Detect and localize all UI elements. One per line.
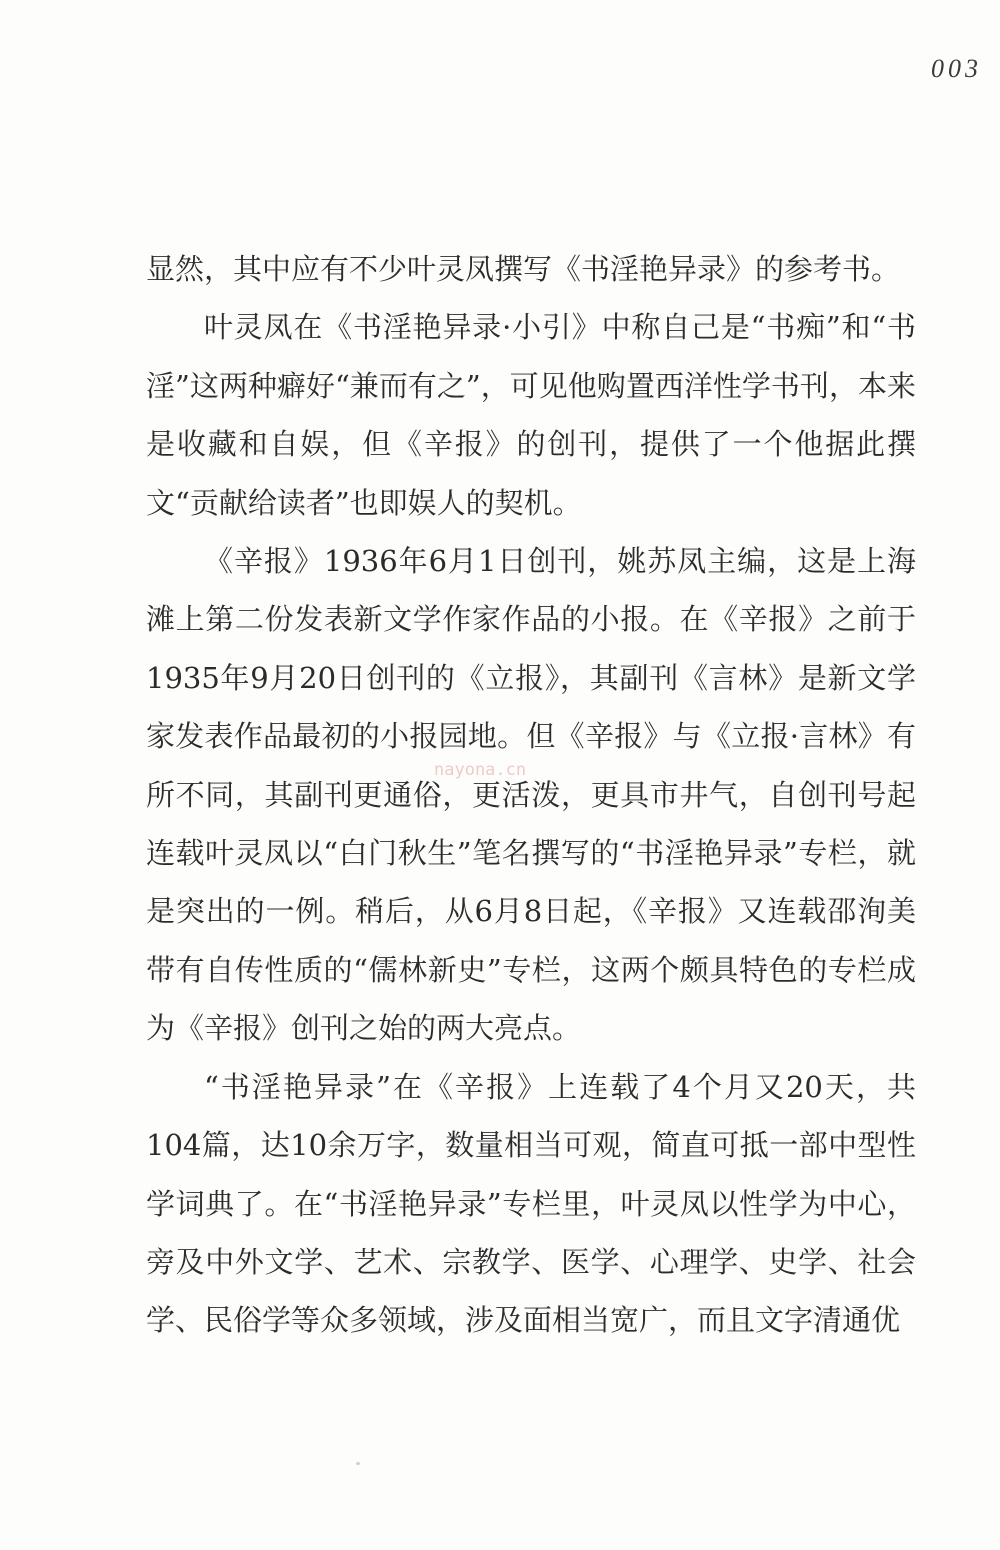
paragraph-3: 《辛报》1936年6月1日创刊，姚苏凤主编，这是上海滩上第二份发表新文学作家作品的小报。在《辛报》之前于1935年9月20日创刊的《立报》，其副刊《言林》是新文学家发表作品最初的小报园地。但《辛报》与《立报·言林》有所不同，其副刊更通俗，更活泼，更具市井气，自创刊号起连载叶灵凤以“白门秋生”笔名撰写的“书淫艳异录”专栏，就是突出的一例。稍后，从6月8日起，《辛报》又连载邵洵美带有自传性质的“儒林新史”专栏，这两个颇具特色的专栏成为《辛报》创刊之始的两大亮点。 (146, 544, 916, 1046)
paragraph-4: “书淫艳异录”在《辛报》上连载了4个月又20天，共104篇，达10余万字，数量相当可观，简直可抵一部中型性学词典了。在“书淫艳异录”专栏里，叶灵凤以性学为中心，旁及中外文学、艺术、宗教学、医学、心理学、史学、社会学、民俗学等众多领域，涉及面相当宽广，而且文字清通优 (146, 1069, 916, 1338)
paragraph-1: 显然，其中应有不少叶灵凤撰写《书淫艳异录》的参考书。 (146, 252, 901, 286)
page-number: 003 (931, 54, 982, 83)
scan-speck (356, 1462, 360, 1465)
body-text (146, 240, 916, 1350)
paragraph-2: 叶灵凤在《书淫艳异录·小引》中称自己是“书痴”和“书淫”这两种癖好“兼而有之”，可见他购置西洋性学书刊，本来是收藏和自娱，但《辛报》的创刊，提供了一个他据此撰文“贡献给读者”也即娱人的契机。 (146, 310, 916, 520)
watermark: nayona.cn (434, 760, 527, 780)
